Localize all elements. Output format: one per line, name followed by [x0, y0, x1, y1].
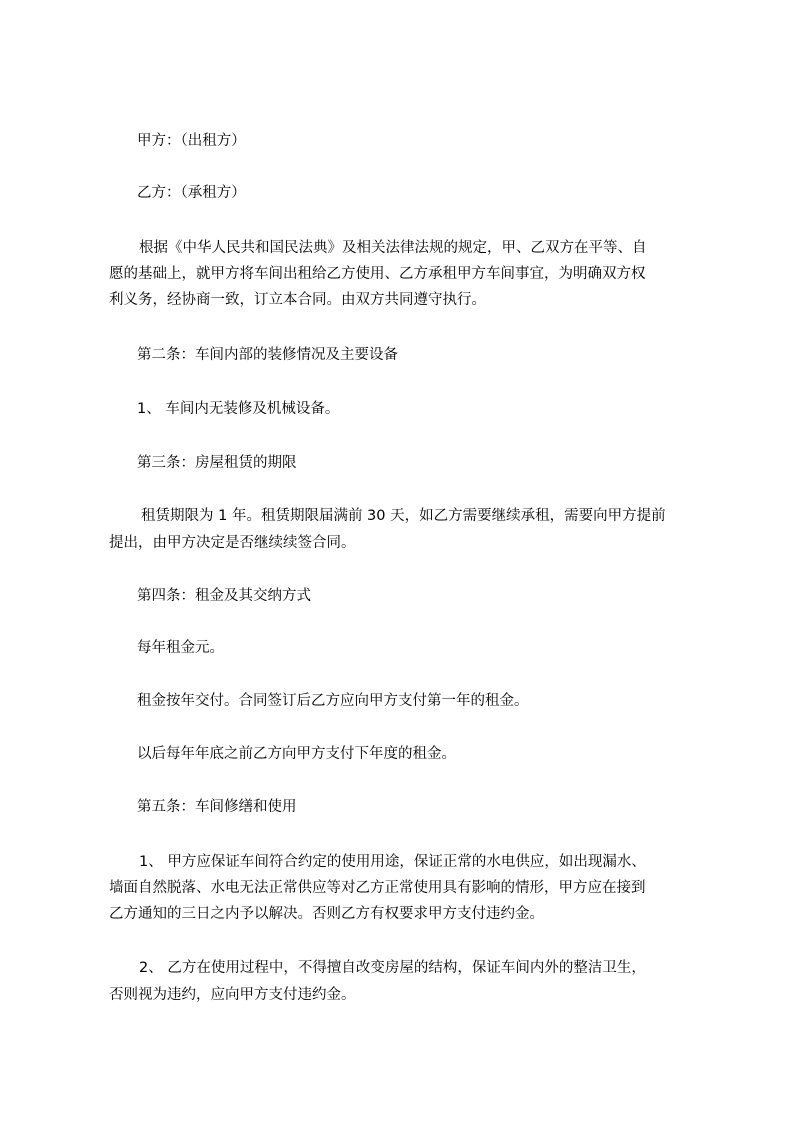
party-b-line: 乙方：（承租方）: [137, 185, 246, 201]
article2-heading: 第二条：车间内部的装修情况及主要设备: [137, 347, 398, 363]
article5-item1-line-1: 1、 甲方应保证车间符合约定的使用用途，保证正常的水电供应，如出现漏水、: [139, 854, 646, 870]
preamble-line-3: 利义务，经协商一致，订立本合同。由双方共同遵守执行。: [109, 292, 486, 308]
article4-heading: 第四条：租金及其交纳方式: [137, 588, 311, 604]
party-a-line: 甲方：（出租方）: [137, 133, 246, 149]
article5-item2-line-1: 2、 乙方在使用过程中，不得擅自改变房屋的结构，保证车间内外的整洁卫生，: [139, 960, 646, 976]
article3-line-1: 租赁期限为 1 年。租赁期限届满前 30 天，如乙方需要继续承租，需要向甲方提前: [141, 508, 666, 524]
article5-item1-line-3: 乙方通知的三日之内予以解决。否则乙方有权要求甲方支付违约金。: [109, 906, 544, 922]
article5-heading: 第五条：车间修缮和使用: [137, 799, 297, 815]
preamble-line-1: 根据《中华人民共和国民法典》及相关法律法规的规定，甲、乙双方在平等、自: [139, 240, 647, 256]
article4-paragraph-2: 租金按年交付。合同签订后乙方应向甲方支付第一年的租金。: [137, 693, 529, 709]
article4-paragraph-1: 每年租金元。: [137, 640, 224, 656]
article5-item2-line-2: 否则视为违约，应向甲方支付违约金。: [109, 987, 356, 1003]
article5-item1-line-2: 墙面自然脱落、水电无法正常供应等对乙方正常使用具有影响的情形，甲方应在接到: [109, 880, 646, 896]
article3-heading: 第三条：房屋租赁的期限: [137, 455, 297, 471]
article2-item-1: 1、 车间内无装修及机械设备。: [137, 401, 340, 417]
article3-line-2: 提出，由甲方决定是否继续续签合同。: [109, 535, 356, 551]
preamble-line-2: 愿的基础上，就甲方将车间出租给乙方使用、乙方承租甲方车间事宜，为明确双方权: [109, 266, 646, 282]
article4-paragraph-3: 以后每年年底之前乙方向甲方支付下年度的租金。: [137, 746, 456, 762]
